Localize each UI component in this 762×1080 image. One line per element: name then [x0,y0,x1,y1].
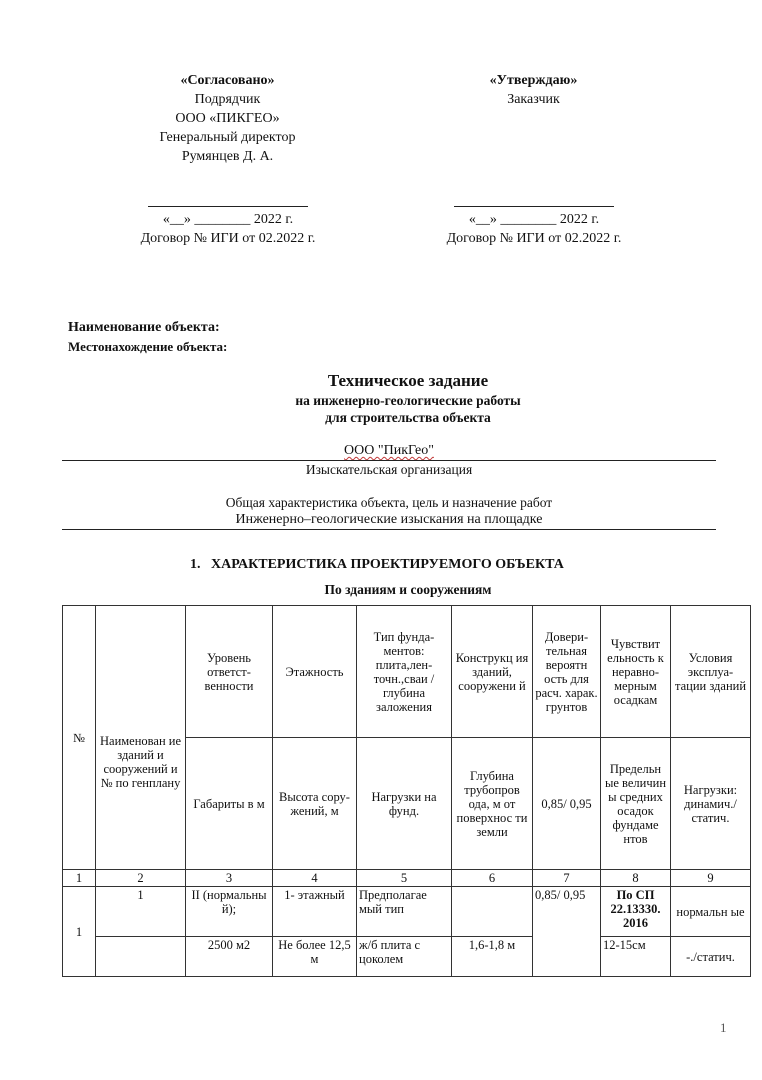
table-cell: Довери- тельная вероятн ость для расч. харак. грунтов [533,606,601,738]
object-characteristics-table [62,605,751,977]
approval-left [110,71,345,166]
table-cell: 7 [533,870,601,887]
purpose-caption: Общая характеристика объекта, цель и назначение работ [225,495,553,510]
table-cell: 1 [63,887,96,977]
section-subtitle: По зданиям и сооружениям [324,582,492,597]
table-cell: 3 [186,870,273,887]
table-cell [452,887,533,937]
table-cell: -./статич. [671,937,751,977]
object-location-label: Местонахождение объекта: [68,339,228,354]
table-cell: Чувствит ельность к неравно- мерным осадкам [601,606,671,738]
signature-line-left [148,206,308,207]
table-cell: По СП 22.13330. 2016 [601,887,671,937]
table-cell: Предельн ые величин ы средних осадок фундаме нтов [601,738,671,870]
signature-line-right [454,206,614,207]
organization-caption: Изыскательская организация [305,462,473,477]
organization-name [62,443,716,459]
approval-left-line: Генеральный директор [159,130,296,145]
table-cell: 1 [96,887,186,937]
table-cell: 9 [671,870,751,887]
table-cell: Габариты в м [186,738,273,870]
table-cell: Нагрузки на фунд. [357,738,452,870]
table-cell: Уровень ответст- венности [186,606,273,738]
organization-name-text: ООО "ПикГео" [344,443,434,458]
approval-left-date: «__» ________ 2022 г. [162,212,294,227]
table-cell: 4 [273,870,357,887]
table-cell: Наименован ие зданий и сооружений и № по генплану [96,606,186,870]
approval-left-line: Подрядчик [194,92,261,107]
approval-right-date: «__» ________ 2022 г. [468,212,600,227]
table-cell: Высота сору- жений, м [273,738,357,870]
approval-left-heading: «Согласовано» [180,73,275,88]
table-header-row [63,606,751,738]
table-cell: ж/б плита с цоколем [357,937,452,977]
table-cell: нормальн ые [671,887,751,937]
table-cell: 8 [601,870,671,887]
organization-rule [62,460,716,461]
approval-right-contract: Договор № ИГИ от 02.2022 г. [446,231,622,246]
table-row [63,887,751,937]
table-cell [96,937,186,977]
table-cell: 2500 м2 [186,937,273,977]
purpose-value: Инженерно–геологические изыскания на площадке [235,512,543,527]
document-subtitle: на инженерно-геологические работы [295,393,521,408]
approval-left-contract: Договор № ИГИ от 02.2022 г. [140,231,316,246]
approval-left-line: Румянцев Д. А. [181,149,274,164]
approval-right-heading: «Утверждаю» [489,73,578,88]
document-title: Техническое задание [327,371,489,390]
approval-right-footer [404,210,664,248]
object-name-label: Наименование объекта: [68,320,220,335]
document-subtitle: для строительства объекта [325,410,491,425]
table-cell: 0,85/ 0,95 [533,887,601,977]
table-cell: 0,85/ 0,95 [533,738,601,870]
approval-right-line: Заказчик [507,92,560,107]
table-cell: Тип фунда- ментов: плита,лен- точн.,сваи /глубина заложения [357,606,452,738]
table-row [63,937,751,977]
purpose-rule [62,529,716,530]
approval-right [416,71,651,109]
table-cell: Нагрузки: динамич./ статич. [671,738,751,870]
table-cell: Глубина трубопров ода, м от поверхнос ти земли [452,738,533,870]
table-cell: 1 [63,870,96,887]
page-number: 1 [720,1020,727,1035]
table-cell: 6 [452,870,533,887]
approval-left-footer [98,210,358,248]
table-cell: 1- этажный [273,887,357,937]
table-cell: II (нормальны й); [186,887,273,937]
table-cell: № [63,606,96,870]
table-cell: Этажность [273,606,357,738]
section-title: 1. ХАРАКТЕРИСТИКА ПРОЕКТИРУЕМОГО ОБЪЕКТА [190,557,564,572]
table-cell: 5 [357,870,452,887]
table-number-row [63,870,751,887]
table-cell: Не более 12,5 м [273,937,357,977]
table-cell: Условия эксплуа- тации зданий [671,606,751,738]
table-cell: 2 [96,870,186,887]
table-cell: Предполагае мый тип [357,887,452,937]
table-cell: 1,6-1,8 м [452,937,533,977]
approval-left-line: ООО «ПИКГЕО» [175,111,280,126]
table-cell: Конструкц ия зданий, сооружени й [452,606,533,738]
table-cell: 12-15см [601,937,671,977]
